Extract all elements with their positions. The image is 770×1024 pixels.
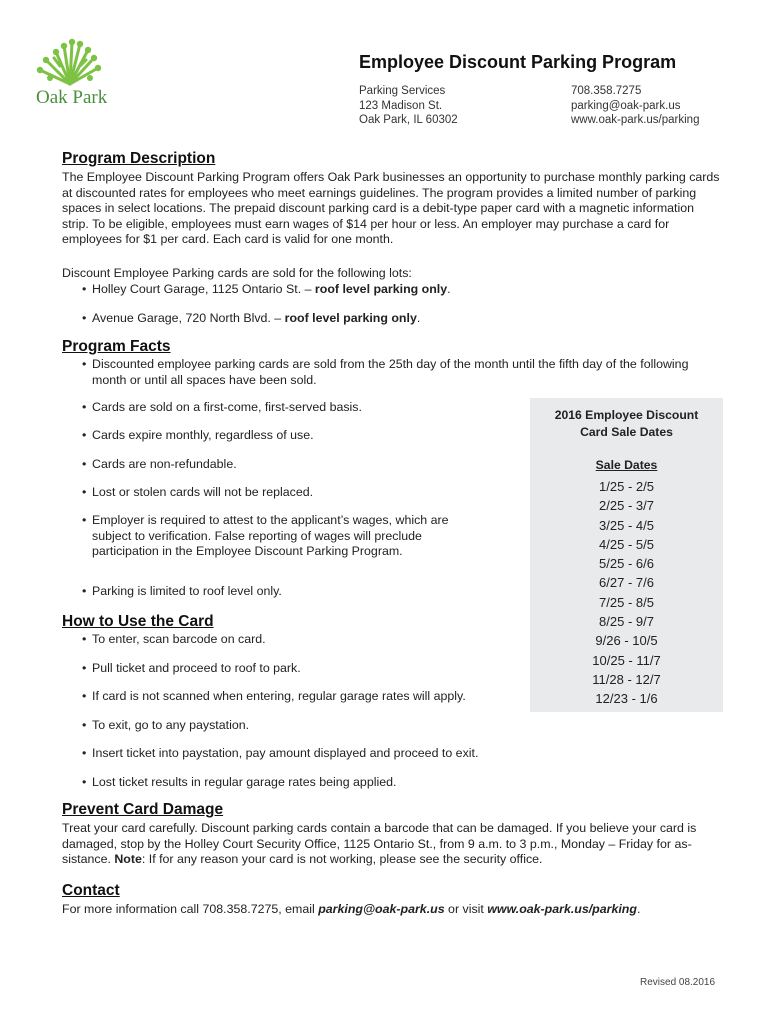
revised-date: Revised 08.2016: [640, 977, 716, 988]
lot-bold: roof level parking only: [284, 311, 417, 325]
lot-end: .: [447, 282, 451, 296]
sale-date-item: 9/26 - 10/5: [595, 633, 658, 649]
sale-date-item: 3/25 - 4/5: [599, 517, 654, 533]
sale-dates-box: [530, 398, 723, 712]
fact-item: • Lost or stolen cards will not be replaced.: [92, 485, 522, 501]
prevent-damage-text: [62, 821, 722, 868]
section-heading-program-description: Program Description: [62, 150, 216, 167]
contact-prefix: For more information call 708.358.7275, email: [62, 902, 319, 916]
fact-item: • Parking is limited to roof level only.: [92, 584, 522, 600]
usage-item: • To exit, go to any paystation.: [92, 718, 522, 734]
address-line: Oak Park, IL 60302: [359, 114, 458, 127]
lot-item: [92, 311, 692, 327]
sale-box-title: [530, 407, 723, 441]
sale-box-title-line: Card Sale Dates: [580, 425, 673, 439]
fact-item: • Discounted employee parking cards are sold from the 25th day of the month until the fifth day of the following month or until all spaces have been sold.: [92, 357, 692, 388]
website-link[interactable]: www.oak-park.us/parking: [571, 114, 700, 127]
lot-bold: roof level parking only: [314, 282, 448, 296]
fact-item: • Cards are non-refundable.: [92, 457, 522, 473]
program-description-text: The Employee Discount Parking Program offers Oak Park businesses an opportunity to purchase monthly parking cards at discounted rates for employees who meet earnings guidelines. The program provides a limited number of parking spaces in select locations. The prepaid discount parking card is a debit-type paper card with a magnetic information strip. To be eligible, employees must earn wages of $14 per hour or less. An employer may purchase a card for employees for $1 per card. Each card is valid for one month.: [62, 170, 720, 246]
contact-end: .: [636, 902, 641, 916]
lot-text: Holley Court Garage, 1125 Ontario St. –: [92, 282, 315, 296]
phone-number: 708.358.7275: [571, 85, 642, 97]
section-heading-program-facts: Program Facts: [62, 338, 171, 355]
sale-dates-header: Sale Dates: [595, 458, 658, 472]
note-label: Note: [114, 852, 142, 866]
email-link[interactable]: parking@oak-park.us: [571, 99, 681, 112]
address-block: [359, 84, 458, 128]
sale-date-item: 6/27 - 7/6: [599, 575, 654, 591]
sale-date-item: 2/25 - 3/7: [599, 498, 654, 514]
usage-item: • To enter, scan barcode on card.: [92, 632, 522, 648]
section-heading-how-to-use: How to Use the Card: [62, 613, 214, 630]
sale-date-item: 4/25 - 5/5: [599, 536, 654, 552]
contact-email-link[interactable]: parking@oak-park.us: [318, 902, 445, 916]
usage-item: • Pull ticket and proceed to roof to park.: [92, 661, 522, 677]
sale-box-title-line: 2016 Employee Discount: [554, 408, 699, 422]
note-text: : If for any reason your card is not working, please see the security office.: [141, 852, 543, 866]
fact-item: • Employer is required to attest to the applicant’s wages, which are subject to verification. False reporting of wages will preclude participation in the Employee Discount Parking Program.: [92, 513, 452, 560]
lot-end: .: [416, 311, 421, 325]
lot-item: [92, 282, 692, 298]
usage-item: • If card is not scanned when entering, regular garage rates will apply.: [92, 689, 522, 705]
address-line: 123 Madison St.: [359, 99, 443, 112]
sale-date-item: 1/25 - 2/5: [599, 479, 654, 494]
lots-intro: Discount Employee Parking cards are sold for the following lots:: [62, 266, 412, 280]
prevent-damage-body: Treat your card carefully. Discount parking cards contain a barcode that can be damaged. If you believe your card is damaged, stop by the Holley Court Security Office, 1125 Ontario St., from 9 a.m. to 3 p.m., Monday – Friday for assistance.: [62, 821, 697, 866]
contact-text: [62, 902, 722, 918]
contact-middle: or visit: [444, 902, 488, 916]
sale-date-item: 11/28 - 12/7: [592, 671, 661, 687]
section-heading-contact: Contact: [62, 882, 120, 899]
sale-date-item: 12/23 - 1/6: [595, 691, 658, 707]
sale-date-item: 5/25 - 6/6: [599, 556, 654, 572]
sale-date-item: 10/25 - 11/7: [592, 652, 661, 668]
contact-block: [571, 84, 699, 128]
sale-date-item: 8/25 - 9/7: [599, 614, 654, 630]
logo-text: Oak Park: [36, 87, 108, 108]
fact-item: • Cards expire monthly, regardless of use.: [92, 428, 522, 444]
usage-item: • Lost ticket results in regular garage rates being applied.: [92, 775, 522, 791]
page-title: Employee Discount Parking Program: [359, 52, 677, 72]
section-heading-prevent-damage: Prevent Card Damage: [62, 801, 224, 818]
sale-dates-list: [530, 477, 723, 709]
sale-date-item: 7/25 - 8/5: [599, 594, 654, 610]
lot-text: Avenue Garage, 720 North Blvd. –: [92, 311, 285, 325]
fact-item: • Cards are sold on a first-come, first-served basis.: [92, 400, 522, 416]
usage-item: • Insert ticket into paystation, pay amount displayed and proceed to exit.: [92, 746, 692, 762]
address-line: Parking Services: [359, 85, 446, 97]
contact-website-link[interactable]: www.oak-park.us/parking: [487, 902, 637, 916]
